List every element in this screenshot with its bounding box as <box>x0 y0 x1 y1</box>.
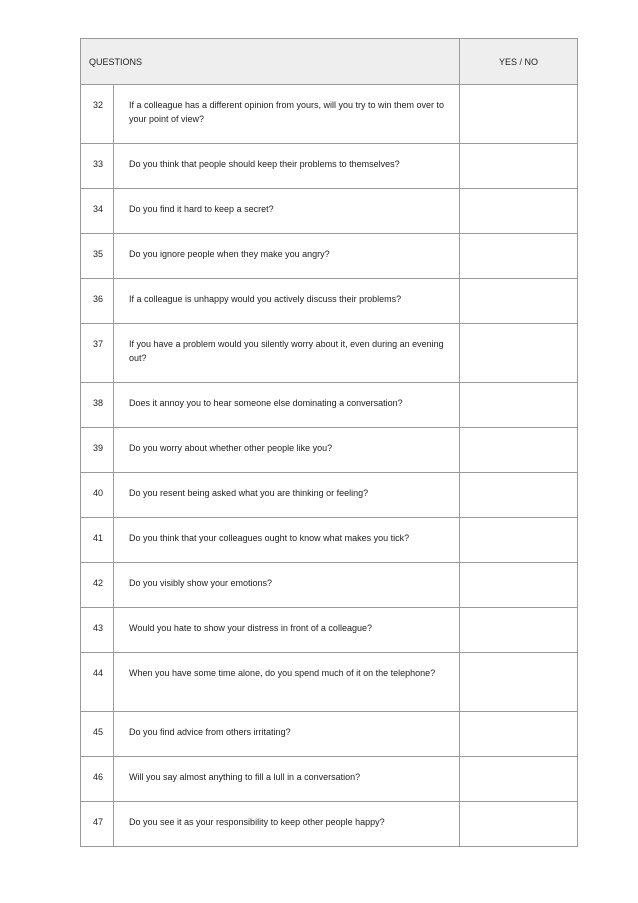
question-row <box>81 279 578 324</box>
question-row <box>81 757 578 802</box>
question-number: 35 <box>81 234 114 279</box>
question-number: 33 <box>81 144 114 189</box>
question-text: Do you think that people should keep their problems to themselves? <box>114 144 460 189</box>
yes-no-answer-cell[interactable] <box>460 712 578 757</box>
yes-no-answer-cell[interactable] <box>460 518 578 563</box>
yes-no-answer-cell[interactable] <box>460 653 578 712</box>
question-number: 34 <box>81 189 114 234</box>
yes-no-answer-cell[interactable] <box>460 757 578 802</box>
questionnaire-table <box>80 38 578 847</box>
question-row <box>81 85 578 144</box>
yes-no-answer-cell[interactable] <box>460 608 578 653</box>
yes-no-answer-cell[interactable] <box>460 189 578 234</box>
question-text: Do you resent being asked what you are thinking or feeling? <box>114 473 460 518</box>
question-row <box>81 383 578 428</box>
yes-no-answer-cell[interactable] <box>460 324 578 383</box>
question-text: Do you find advice from others irritating? <box>114 712 460 757</box>
question-number: 40 <box>81 473 114 518</box>
question-row <box>81 653 578 712</box>
question-text: Do you think that your colleagues ought to know what makes you tick? <box>114 518 460 563</box>
yes-no-answer-cell[interactable] <box>460 234 578 279</box>
question-text: Does it annoy you to hear someone else dominating a conversation? <box>114 383 460 428</box>
question-text: If a colleague has a different opinion from yours, will you try to win them over to your point of view? <box>114 85 460 144</box>
question-number: 32 <box>81 85 114 144</box>
question-row <box>81 608 578 653</box>
question-number: 38 <box>81 383 114 428</box>
question-row <box>81 712 578 757</box>
question-row <box>81 324 578 383</box>
question-text: Do you ignore people when they make you angry? <box>114 234 460 279</box>
yes-no-answer-cell[interactable] <box>460 428 578 473</box>
question-number: 47 <box>81 802 114 847</box>
question-number: 45 <box>81 712 114 757</box>
question-text: If a colleague is unhappy would you actively discuss their problems? <box>114 279 460 324</box>
question-text: Do you worry about whether other people like you? <box>114 428 460 473</box>
question-row <box>81 802 578 847</box>
question-number: 41 <box>81 518 114 563</box>
yes-no-answer-cell[interactable] <box>460 383 578 428</box>
question-number: 37 <box>81 324 114 383</box>
question-text: Do you see it as your responsibility to keep other people happy? <box>114 802 460 847</box>
question-row <box>81 144 578 189</box>
yes-no-answer-cell[interactable] <box>460 85 578 144</box>
table-header-row <box>81 39 578 85</box>
question-number: 44 <box>81 653 114 712</box>
question-number: 42 <box>81 563 114 608</box>
questions-header: QUESTIONS <box>81 39 460 85</box>
question-row <box>81 234 578 279</box>
question-number: 36 <box>81 279 114 324</box>
yes-no-answer-cell[interactable] <box>460 563 578 608</box>
question-row <box>81 563 578 608</box>
yes-no-answer-cell[interactable] <box>460 473 578 518</box>
question-number: 43 <box>81 608 114 653</box>
question-number: 46 <box>81 757 114 802</box>
question-row <box>81 189 578 234</box>
question-text: Will you say almost anything to fill a lull in a conversation? <box>114 757 460 802</box>
question-row <box>81 518 578 563</box>
question-number: 39 <box>81 428 114 473</box>
questionnaire-page <box>80 38 577 847</box>
question-text: Do you visibly show your emotions? <box>114 563 460 608</box>
question-text: When you have some time alone, do you spend much of it on the telephone? <box>114 653 460 712</box>
question-row <box>81 473 578 518</box>
question-text: Would you hate to show your distress in front of a colleague? <box>114 608 460 653</box>
question-text: Do you find it hard to keep a secret? <box>114 189 460 234</box>
yes-no-answer-cell[interactable] <box>460 802 578 847</box>
yes-no-answer-cell[interactable] <box>460 279 578 324</box>
yes-no-answer-cell[interactable] <box>460 144 578 189</box>
question-row <box>81 428 578 473</box>
yes-no-header: YES / NO <box>460 39 578 85</box>
question-text: If you have a problem would you silently worry about it, even during an evening out? <box>114 324 460 383</box>
